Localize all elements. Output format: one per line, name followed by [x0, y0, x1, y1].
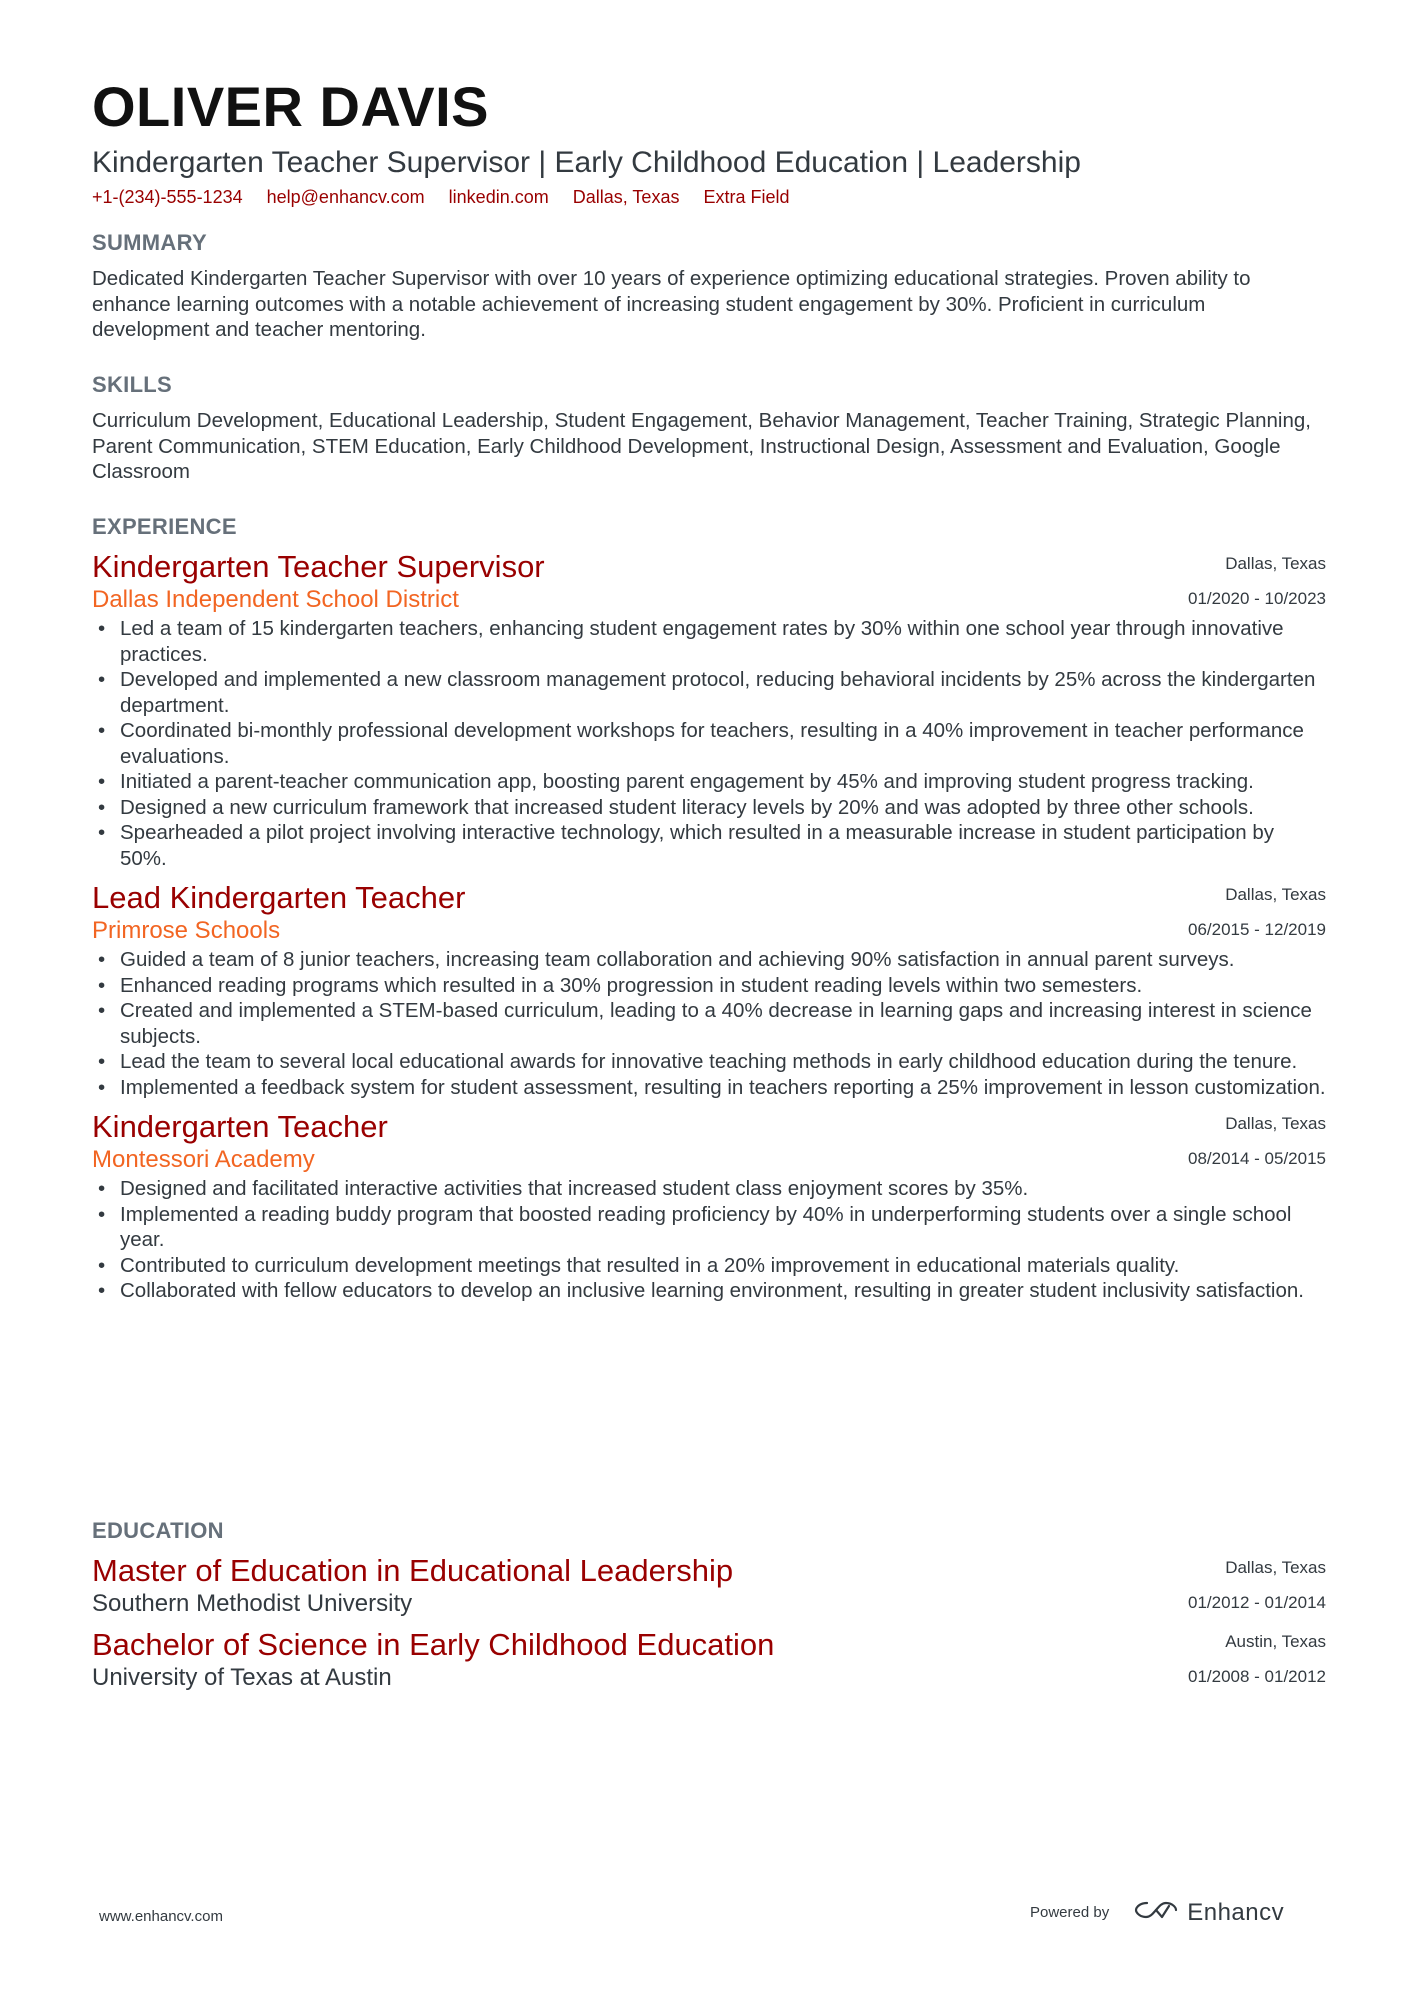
- degree-title: Master of Education in Educational Leadership: [92, 1553, 734, 1588]
- degree-title: Bachelor of Science in Early Childhood Education: [92, 1627, 775, 1662]
- role-organization: Montessori Academy: [92, 1146, 315, 1173]
- experience-item: [92, 548, 1326, 871]
- role-dates: 06/2015 - 12/2019: [1187, 920, 1326, 939]
- enhancv-logo-icon: [1133, 1898, 1179, 1927]
- skills-section: [92, 372, 1326, 485]
- bullet-item: • Designed a new curriculum framework that increased student literacy levels by 20% and was adopted by three other schools.: [92, 795, 1326, 821]
- role-organization: Primrose Schools: [92, 917, 281, 944]
- bullet-item: • Led a team of 15 kindergarten teachers, enhancing student engagement rates by 30% within one school year through innovative practices.: [92, 616, 1326, 667]
- bullet-item: • Initiated a parent-teacher communication app, boosting parent engagement by 45% and improving student progress tracking.: [92, 769, 1326, 795]
- experience-item: [92, 1108, 1326, 1304]
- bullet-item: • Spearheaded a pilot project involving interactive technology, which resulted in a measurable increase in student participation by 50%.: [92, 820, 1326, 871]
- section-title-summary: SUMMARY: [92, 230, 207, 255]
- skills-text: Curriculum Development, Educational Leadership, Student Engagement, Behavior Management, Teacher Training, Strategic Planning, Parent Communication, STEM Education, Early Childhood Development, Instructional Design, Assessment and Evaluation, Google Classroom: [92, 409, 1311, 483]
- role-title: Lead Kindergarten Teacher: [92, 880, 466, 915]
- education-location: Dallas, Texas: [1225, 1558, 1326, 1577]
- summary-section: [92, 230, 1326, 343]
- role-bullets: [92, 616, 1326, 871]
- role-dates: 01/2020 - 10/2023: [1187, 589, 1326, 608]
- bullet-item: • Created and implemented a STEM-based curriculum, leading to a 40% decrease in learning gaps and increasing interest in science subjects.: [92, 998, 1326, 1049]
- role-location: Dallas, Texas: [1225, 554, 1326, 573]
- candidate-headline: Kindergarten Teacher Supervisor | Early Childhood Education | Leadership: [92, 145, 1081, 179]
- bullet-item: • Contributed to curriculum development meetings that resulted in a 20% improvement in educational materials quality.: [92, 1253, 1326, 1279]
- bullet-item: • Implemented a feedback system for student assessment, resulting in teachers reporting a 25% improvement in lesson customization.: [92, 1075, 1326, 1101]
- bullet-item: • Collaborated with fellow educators to develop an inclusive learning environment, resulting in greater student inclusivity satisfaction.: [92, 1278, 1326, 1304]
- bullet-item: • Implemented a reading buddy program that boosted reading proficiency by 40% in underperforming students over a single school year.: [92, 1202, 1326, 1253]
- powered-by-text: Powered by: [1030, 1904, 1110, 1921]
- phone-link[interactable]: +1-(234)-555-1234: [92, 186, 243, 207]
- role-bullets: [92, 947, 1326, 1100]
- role-location: Dallas, Texas: [1225, 885, 1326, 904]
- role-dates: 08/2014 - 05/2015: [1187, 1149, 1326, 1168]
- education-location: Austin, Texas: [1225, 1632, 1326, 1651]
- role-bullets: [92, 1176, 1326, 1304]
- education-dates: 01/2012 - 01/2014: [1187, 1593, 1326, 1612]
- footer-branding: [1030, 1898, 1284, 1927]
- bullet-item: • Designed and facilitated interactive activities that increased student class enjoyment scores by 35%.: [92, 1176, 1326, 1202]
- section-title-skills: SKILLS: [92, 372, 173, 397]
- section-title-experience: EXPERIENCE: [92, 514, 237, 539]
- bullet-item: • Coordinated bi-monthly professional development workshops for teachers, resulting in a 40% improvement in teacher performance evaluations.: [92, 718, 1326, 769]
- school-name: University of Texas at Austin: [92, 1664, 392, 1691]
- candidate-name: OLIVER DAVIS: [92, 75, 490, 138]
- bullet-item: • Lead the team to several local educational awards for innovative teaching methods in early childhood education during the tenure.: [92, 1049, 1326, 1075]
- section-title-education: EDUCATION: [92, 1518, 224, 1543]
- bullet-item: • Enhanced reading programs which resulted in a 30% progression in student reading levels within two semesters.: [92, 973, 1326, 999]
- footer-website[interactable]: www.enhancv.com: [99, 1908, 223, 1925]
- location-text: Dallas, Texas: [572, 186, 680, 207]
- linkedin-link[interactable]: linkedin.com: [448, 186, 549, 207]
- email-link[interactable]: help@enhancv.com: [266, 186, 425, 207]
- resume-page: [92, 75, 1326, 1691]
- bullet-item: • Guided a team of 8 junior teachers, increasing team collaboration and achieving 90% satisfaction in annual parent surveys.: [92, 947, 1326, 973]
- bullet-item: • Developed and implemented a new classroom management protocol, reducing behavioral incidents by 25% across the kindergarten department.: [92, 667, 1326, 718]
- role-title: Kindergarten Teacher Supervisor: [92, 549, 545, 584]
- school-name: Southern Methodist University: [92, 1590, 413, 1617]
- summary-text: Dedicated Kindergarten Teacher Supervisor with over 10 years of experience optimizing educational strategies. Proven ability to enhance learning outcomes with a notable achievement of increasing student engagement by 30%. Proficient in curriculum development and teacher mentoring.: [92, 267, 1251, 341]
- education-dates: 01/2008 - 01/2012: [1187, 1667, 1326, 1686]
- contact-bar: [92, 187, 1326, 208]
- education-section: [92, 1518, 1326, 1692]
- education-item: [92, 1626, 1326, 1692]
- role-organization: Dallas Independent School District: [92, 586, 459, 613]
- experience-item: [92, 879, 1326, 1100]
- role-location: Dallas, Texas: [1225, 1114, 1326, 1133]
- brand-name: Enhancv: [1187, 1898, 1285, 1926]
- role-title: Kindergarten Teacher: [92, 1109, 388, 1144]
- education-item: [92, 1552, 1326, 1618]
- extra-field: Extra Field: [703, 186, 790, 207]
- experience-section: [92, 514, 1326, 1304]
